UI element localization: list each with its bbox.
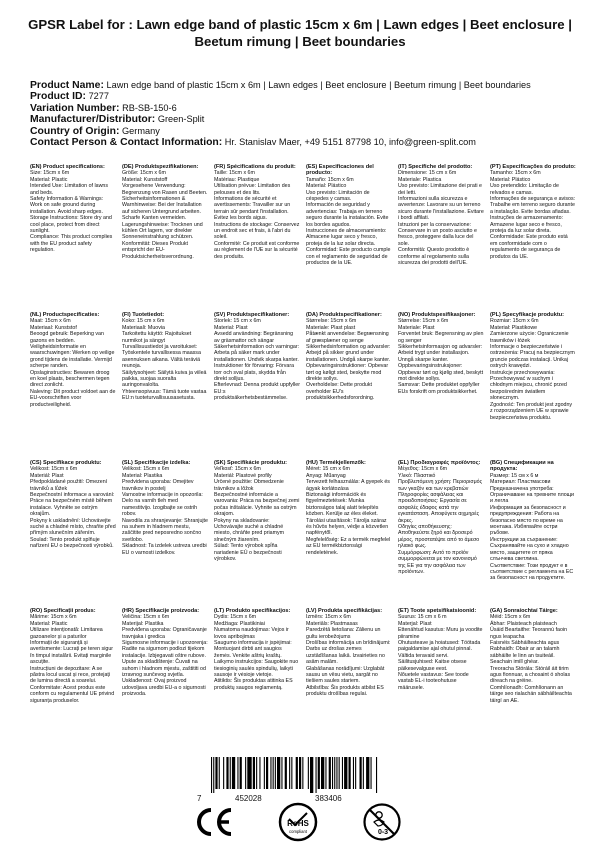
language-spec-block [490,164,576,322]
barcode-bar [334,757,335,789]
language-spec-block [214,164,300,322]
info-label: Product ID: [30,91,86,103]
rohs-sublabel: compliant [289,829,307,834]
info-variation-number [30,103,590,114]
language-spec-heading: (CS) Specifikace produktu: [30,460,102,466]
info-label: Manufacturer/Distributor: [30,114,156,126]
language-spec-block [122,460,208,618]
language-spec-heading: (ES) Especificaciones del producto: [306,164,374,177]
language-spec-text: Tamaño: 15cm x 6m Material: Plástico Uso previsto: Limitación de céspedes y camas. Información de seguridad y advertencias: Trabaja en terreno seguro durante la instalación. Evite los bordes agudos. Instrucciones de almacenamiento: Almacene lugar seco y fresco, proteja de la luz solar directa. Conformidad: Este producto cumple con el reglamento de seguridad de productos de la UE. [306,176,391,267]
language-spec-heading: (GA) Sonraíochtaí Táirge: [490,608,558,614]
barcode-bar [371,757,372,789]
info-label: Contact Person & Contact Information: [30,137,223,149]
ce-mark-text: CE [194,806,196,807]
language-row [30,460,576,620]
barcode-bar [215,757,217,789]
ce-mark-icon [194,806,234,838]
barcode-bars [209,757,383,793]
info-product-id [30,91,590,102]
barcode-bar [281,757,282,789]
language-spec-block [398,460,484,618]
language-spec-block [490,608,576,766]
barcode-bar [211,757,212,793]
age-range-label: 0-3 [377,829,389,836]
language-spec-heading: (RO) Specificații produs: [30,608,96,614]
language-spec-text: Størrelse: 15cm x 6m Materiale: Plast plast Påtænkt anvendelse: Begrænsning af græsplæner og senge Sikkerhedsinformation og advarsler: Arbejd på sikker grund under installationen. Undgå skarpe kanter. Opbevaringsinstruktioner: Opbevar tørt og køligt sted, beskytte mod direkte sollys. Overholdelse: Dette produkt overholder EU's produktsikkerhedsforordning. [306,318,391,402]
barcode-right-digits: 383406 [315,794,342,803]
info-product-name [30,80,590,91]
language-spec-heading: (FI) Tuotetiedot: [122,312,165,318]
barcode-bar [273,757,274,789]
info-manufacturer [30,114,590,125]
language-spec-heading: (SV) Produktspecifikationer: [214,312,290,318]
info-value: Hr. Stanislav Maer, +49 5151 87798 10, info@green-split.com [224,137,476,148]
language-spec-text: Veličina: 15cm x 6m Materijal: Plastika Predviđena uporaba: Ograničavanje travnjaka i gredica Sigurnosne informacije i upozorenja: Radite na sigurnom podlozi tijekom instalacije. Izbjegavati oštre rubove. Upute za skladištenje: Čuvati na suhom i hladnom mjestu, zaštititi od izravnog sunčevog svjetla. Usklađenost: Ovaj proizvod udovoljava uredbi EU-a o sigurnosti proizvoda. [122,614,208,698]
language-spec-block [490,312,576,470]
barcode-bar [339,757,340,789]
language-row [30,312,576,472]
info-label: Country of Origin: [30,125,120,137]
barcode-bar [321,757,324,789]
language-spec-text: Rozmiar: 15cm x 6m Materiał: Plastikowe Zamierzone użycie: Ograniczenie trawników i łóżek Informacje o bezpieczeństwie i ostrzeżenia: Pracuj na bezpiecznym gruncie podczas instalacji. Unikaj ostrych krawędzi. Instrukcje przechowywania: Przechowywać w suchym i chłodnym miejscu, chronić przed bezpośrednim światłem słonecznym. Zgodność: Ten produkt jest zgodny z rozporządzeniem UE w sprawie bezpieczeństwa produktu. [490,318,575,421]
language-spec-text: Velikost: 15cm x 6m Material: Plastika Predvidena uporaba: Omejitev travnikov in postelj Varnostne informacije in opozorila: Delo na varnih tleh med namestitvijo. Izogibajte se ostrih robov. Navodila za shranjevanje: Shranjujte na suhem in hladnem mestu, zaščitite pred neposredno sončno svetlobo. Skladnost: Ta izdelek ustreza uredbi EU o varnosti izdelkov. [122,466,208,556]
barcode-bar [259,757,260,789]
language-spec-block [398,608,484,766]
language-spec-block [122,608,208,766]
barcode-bar [363,757,364,789]
language-spec-text: Storlek: 15 cm x 6m Material: Plast Avsedd användning: Begränsning av gräsmattor och sängar Säkerhetsinformation och varningar: Arbeta på säker mark under installationen. Undvik skarpa kanter. Instruktioner för förvaring: Förvara torr och sval plats, skydda från direkt solljus. Efterlevnad: Denna produkt uppfyller EU:s produktsäkerhetsbestämmelse. [214,318,300,402]
language-spec-text: Veľkosť: 15cm x 6m Materiál: Plastové profily Určené použitie: Obmedzenie trávnikov a lôžok Bezpečnostné informácie a varovania: Práca na bezpečnej zemi počas inštalácie. Vyhnite sa ostrým okrajom. Pokyny na skladovanie: Uchovávajte suché a chladné miesto, chráňte pred priamym slnečným žiarením. Súlad: Tento výrobok spĺňa nariadenie EÚ o bezpečnosti výrobkov. [214,466,300,563]
language-spec-heading: (SL) Specifikacije izdelka: [122,460,191,466]
language-spec-heading: (LV) Produkta specifikācijas: [306,608,383,614]
language-spec-text: Μέγεθος: 15cm x 6m Υλικό: Πλαστικό Προβλεπόμενη χρήση: Περιορισμός των γκαζόν και των κρεβατιών Πληροφορίες ασφάλειας και προειδοποιήσεις: Εργασία σε ασφαλές έδαφος κατά την εγκατάσταση. Αποφύγετε αιχμηρές άκρες. Οδηγίες αποθήκευσης: Αποθηκεύστε ξηρό και δροσερό μέρος, προστατέψτε από το άμεσο ηλιακό φως. Συμμόρφωση: Αυτό το προϊόν συμμορφώνεται με τον κανονισμό της ΕΕ για την ασφάλεια των προϊόντων. [398,466,483,575]
language-spec-heading: (NL) Productspecificaties: [30,312,100,318]
language-spec-text: Mărime: 15cm x 6m Material: Plastic Utilizare intenționată: Limitarea gazoanelor și a paturilor Informații de siguranță și avertismente: Lucrați pe teren sigur în timpul instalării. Evitați marginile ascuțite. Instrucțiuni de depozitare: A se păstra locul uscat și rece, protejați de lumina directă a soarelui. Conformitate: Acest produs este conform cu regulamentul UE privind siguranța produselor. [30,614,115,704]
barcode-bar [230,757,231,789]
language-spec-block [214,608,300,766]
info-label: Variation Number: [30,102,120,114]
language-spec-heading: (EL) Προδιαγραφές προϊόντος: [398,460,481,466]
language-spec-block [490,460,576,618]
rohs-compliant-icon [278,802,318,842]
info-label: Product Name: [30,80,104,91]
barcode-bar [360,757,362,789]
barcode-bar [253,757,255,789]
page-title: GPSR Label for : Lawn edge band of plastic 15cm x 6m | Lawn edges | Beet enclosure | Beetum rimung | Beet boundaries [28,17,572,49]
language-spec-block [306,608,392,766]
language-spec-block [30,608,116,766]
language-spec-heading: (PT) Especificações do produto: [490,164,576,170]
info-contact [30,137,590,148]
barcode-bar [232,757,235,789]
language-spec-text: Velikost: 15cm x 6m Materiál: Plast Předpokládané použití: Omezení trávníků a lůžek Bezpečnostní informace a varování: Práce na bezpečném místě během instalace. Vyhněte se ostrým okrajům. Pokyny k uskladnění: Uchovávejte suché a chladné místo, chraňte před přímým slunečním zářením. Soulad: Tento produkt splňuje nařízení EU o bezpečnosti výrobků. [30,466,116,550]
barcode-bar [245,757,246,789]
barcode-bar [376,757,377,793]
language-spec-text: Suurus: 15 cm x 6 m Materjal: Plast Ettenähtud kasutus: Muru ja voodite piiramine Ohutusteave ja hoiatused: Töötada paigaldamise ajal ohutul pinnal. Vältida teravaid servi. Säilitusjuhised: Kaitse otsese päikesevalguse eest. Nõuetele vastavus: See toode vastab EL-i tooteohutuse määrusele. [398,614,483,691]
info-country [30,126,590,137]
barcode-bar [344,757,347,789]
barcode-bar [223,757,224,789]
language-spec-block [122,312,208,470]
barcode-bar [266,757,268,789]
language-spec-heading: (LT) Produkto specifikacijos: [214,608,291,614]
info-value: Lawn edge band of plastic 15cm x 6m | Lawn edges | Beet enclosure | Beetum rimung | Beet boundaries [106,80,531,90]
language-spec-text: Méid: 15cm x 6m Ábhar: Plaisteach plaisteach Úsáid Beartaithe: Teorannú faoin ngus leapacha Faisnéis Sábháilteachta agus Rabhaidh: Obair ar an talamh sábháilte le linn an tsuiteáil. Seachain imill ghéar. Treoracha Stórála: Stóráil áit tirim agus fionnuar, a chosaint ó sholas díreach na gréine. Comhlíonadh: Comhlíonann an táirge seo rialachán sábháilteachta táirgí an AE. [490,614,572,704]
info-value: Green-Split [157,114,205,125]
barcode-bar [325,757,326,789]
language-spec-heading: (FR) Spécifications du produit: [214,164,296,170]
language-spec-heading: (IT) Specifiche del prodotto: [398,164,473,170]
barcode-bar [316,757,317,793]
ean-barcode [197,757,393,805]
not-for-children-0-3-icon [362,802,402,842]
barcode-bar [302,757,303,789]
language-spec-block [30,164,116,322]
language-spec-block [30,312,116,470]
language-spec-text: Size: 15cm x 6m Material: Plastic Intended Use: Limitation of lawns and beds. Safety Information & Warnings: Work on safe ground during installation. Avoid sharp edges. Storage Instructions: Store dry and cool place, protect from direct sunlight. Compliance: This product complies with the EU product safety regulation. [30,170,113,254]
language-spec-heading: (HR) Specifikacije proizvoda: [122,608,200,614]
barcode-bar [308,757,309,789]
language-spec-text: Größe: 15cm x 6m Material: Kunststoff Vorgesehene Verwendung: Begrenzung von Rasen und Beeten. Sicherheitsinformationen & Warnhinweise: Bei der Installation auf sicheren Untergrund arbeiten. Scharfe Kanten vermeiden. Lagerungshinweise: Trocknen und kühlen Ort lagern, vor direkter Sonneneinstrahlung schützen. Konformität: Dieses Produkt entspricht der EU-Produktsicherheitsverordnung. [122,170,208,260]
language-spec-block [306,164,392,322]
language-row [30,164,576,324]
barcode-bar [270,757,271,789]
compliance-marks [190,800,410,844]
language-row [30,608,576,768]
barcode-bar [264,757,265,789]
barcode-bar [213,757,214,793]
language-spec-block [214,460,300,618]
language-spec-block [398,164,484,322]
language-spec-heading: (BG) Спецификации на продукта: [490,460,554,473]
language-spec-text: Dydis: 15cm x 6m Medžiaga: Plastikiniai Numatoma naudojimas: Vejos ir lovos apribojimas Saugumo informacija ir įspėjimai: Montuojant dirbti ant saugios žemės. Venkite aštrių kraštų. Laikymo instrukcijos: Saugokite nuo tiesioginių saulės spindulių, laikyti sausoje ir vėsioje vietoje. Atitiktis: Šis produktas atitinka ES produktų saugos reglamentą. [214,614,299,691]
barcode-bar [219,757,220,789]
language-spec-text: Maat: 15cm x 6m Materiaal: Kunststof Beoogd gebruik: Beperking van gazons en bedden. Veiligheidsinformatie en waarschuwingen: Werken op veilige grond tijdens de installatie. Vermijd scherpe randen. Opslaginstructies: Bewaren droog en koel plaats, beschermen tegen direct zonlicht. Naleving: Dit product voldoet aan de EU-voorschriften voor productveiligheid. [30,318,116,408]
barcode-bar [226,757,228,789]
language-spec-text: Dimensione: 15 cm x 6m Materiale: Plastica Uso previsto: Limitazione dei prati e dei letti. Informazioni sulla sicurezza e avvertenze: Lavorare su un terreno sicuro durante l'installazione. Evitare i bordi affilati. Istruzioni per la conservazione: Conservare in un posto asciutto e fresco, proteggere dalla luce del sole. Conformità: Questo prodotto è conforme al regolamento sulla sicurezza dei prodotti dell'UE. [398,170,484,267]
barcode-bar [285,757,287,789]
barcode-bar [332,757,333,789]
info-value: 7277 [88,91,110,102]
barcode-bar [299,757,301,789]
barcode-bar [349,757,351,789]
language-spec-block [30,460,116,618]
barcode-bar [336,757,337,789]
language-spec-text: Taille: 15cm x 6m Matériau: Plastique Utilisation prévue: Limitation des pelouses et des lits. Informations de sécurité et avertissements: Travailler sur un terrain sûr pendant l'installation. Évitez les bords aigus. Instructions de stockage: Conservez un endroit sec et frais, à l'abri du soleil. Conformité: Ce produit est conforme au règlement de l'UE sur la sécurité des produits. [214,170,300,260]
language-spec-text: Størrelse: 15cm x 6m Materiale: Plast Forventet bruk: Begrensning av plen og senger Sikkerhetsinformasjon og advarsler: Arbeid trygt under installasjon. Unngå skarpe kanter. Oppbevaringsinstruksjoner: Oppbevar tørt og kjølig sted, beskytt mot direkte sollys. Samsvar: Dette produktet oppfyller EUs forskrift om produktsikkerhet. [398,318,484,395]
barcode-bar [240,757,242,789]
language-spec-heading: (DA) Produktspecifikationer: [306,312,382,318]
barcode-left-digits: 452028 [235,794,262,803]
language-spec-text: Koko: 15 cm x 6m Materiaali: Muovia Tarkoitettu käyttö: Rajoitukset nurmikot ja sängyt Turvallisuustiedot ja varoitukset: Työskentele turvallisessa maassa asennuksen aikana. Vältä teräviä reunoja. Säilytysohjeet: Säilytä kuiva ja viileä paikka, suojaa suoralta auringonvalolta. Yhteensopivuus: Tämä tuote vastaa EU:n tuoteturvallisuusasetusta. [122,318,207,402]
barcode-bar [291,757,292,789]
barcode-bar [275,757,276,789]
language-spec-heading: (DE) Produktspezifikationen: [122,164,199,170]
barcode-bar [318,757,320,789]
language-spec-heading: (ET) Toote spetsifikatsioonid: [398,608,477,614]
language-spec-heading: (SK) Špecifikácie produktu: [214,460,288,466]
barcode-bar [289,757,290,789]
barcode-bar [329,757,331,789]
language-spec-block [122,164,208,322]
barcode-bar [366,757,369,789]
barcode-bar [310,757,313,793]
language-spec-heading: (NO) Produktspesifikasjoner: [398,312,476,318]
info-value: RB-SB-150-6 [122,102,177,113]
rohs-label: RoHS [287,819,309,828]
barcode-bar [296,757,298,789]
language-spec-heading: (HU) Termékjellemzők: [306,460,366,466]
language-spec-heading: (EN) Product specifications: [30,164,105,170]
barcode-bar [247,757,251,789]
product-info [30,80,590,148]
language-spec-text: Izmērs: 15cm x 6m Materiāls: Plastmasas Paredzētā lietošana: Zālienu un gultu ierobežojums Drošības informācija un brīdinājumi: Darbs uz drošas zemes uzstādīšanas laikā. Izvairieties no asām malām. Glabāšanas norādījumi: Uzglabāt sausu un vēsu vietu, sargāt no tiešiem saules stariem. Atbilstība: Šis produkts atbilst ES produktu drošības regulai. [306,614,391,698]
barcode-bar [277,757,280,789]
language-spec-block [306,312,392,470]
barcode-bar [237,757,238,789]
language-spec-text: Méret: 15 cm x 6m Anyag: Műanyag Tervezett felhasználás: A gyepek és ágyak korlátozása Biztonsági információk és figyelmeztetések: Munka biztonságos talaj alatt telepítés közben. Kerülje az éles éleket. Tárolási utasítások: Tárolja száraz és hűvös helyen, védje a közvetlen napfénytől. Megfelelőség: Ez a termék megfelel az EU termékbiztonsági rendeletének. [306,466,391,556]
language-spec-block [398,312,484,470]
barcode-bar [256,757,257,789]
barcode-bar [353,757,354,789]
info-value: Germany [122,125,160,136]
language-spec-block [306,460,392,618]
barcode-bar [342,757,343,789]
barcode-bar [355,757,356,789]
language-spec-heading: (PL) Specyfikacje produktu: [490,312,564,318]
barcode-lead-digit: 7 [197,794,202,803]
language-spec-text: Размер: 15 см x 6 м Материал: Пластмасови Предназначена употреба: Ограничаване на тревните площи и легла Информация за безопасност и предупреждения: Работа на безопасно място по време на монтажа. Избягвайте остри ръбове. Инструкции за съхранение: Съхранявайте на сухо и хладно място, защитете от пряка слънчева светлина. Съответствие: Този продукт е в съответствие с регламента на ЕС за безопасност на продуктите. [490,472,575,582]
language-spec-text: Tamanho: 15cm x 6m Material: Plástico Uso pretendido: Limitação de relvados e camas. Informações de segurança e avisos: Trabalhe em terreno seguro durante a instalação. Evite bordas afiadas. Instruções de armazenamento: Armazene lugar seco e fresco, proteja da luz solar direta. Conformidade: Este produto está em conformidade com o regulamento de segurança de produtos da UE. [490,170,576,260]
language-spec-block [214,312,300,470]
